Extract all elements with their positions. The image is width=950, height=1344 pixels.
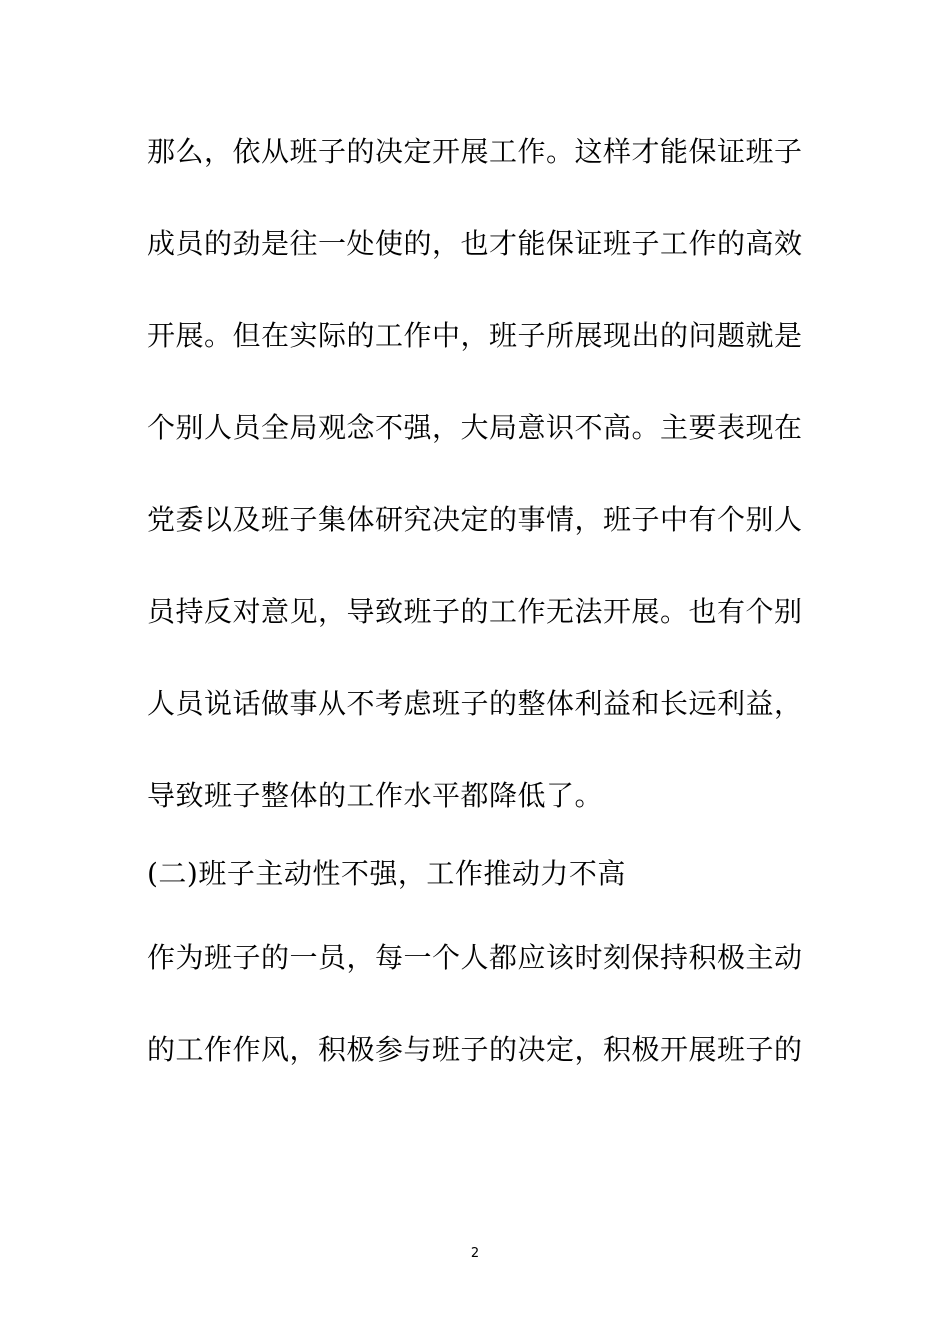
- text-line-2: 成员的劲是往一处使的，也才能保证班子工作的高效: [147, 227, 803, 260]
- section-heading: (二)班子主动性不强，工作推动力不高: [147, 857, 626, 890]
- text-line-9: 作为班子的一员，每一个人都应该时刻保持积极主动: [147, 941, 803, 974]
- text-line-3: 开展。但在实际的工作中，班子所展现出的问题就是: [147, 319, 803, 352]
- text-line-4: 个别人员全局观念不强，大局意识不高。主要表现在: [147, 411, 803, 444]
- page-number: 2: [470, 1246, 480, 1261]
- text-line-1: 那么，依从班子的决定开展工作。这样才能保证班子: [147, 135, 803, 168]
- text-line-8: 导致班子整体的工作水平都降低了。: [147, 779, 604, 812]
- text-line-10: 的工作作风，积极参与班子的决定，积极开展班子的: [147, 1033, 803, 1066]
- text-line-6: 员持反对意见，导致班子的工作无法开展。也有个别: [147, 595, 803, 628]
- text-line-5: 党委以及班子集体研究决定的事情，班子中有个别人: [147, 503, 803, 536]
- text-line-7: 人员说话做事从不考虑班子的整体利益和长远利益，: [147, 687, 803, 720]
